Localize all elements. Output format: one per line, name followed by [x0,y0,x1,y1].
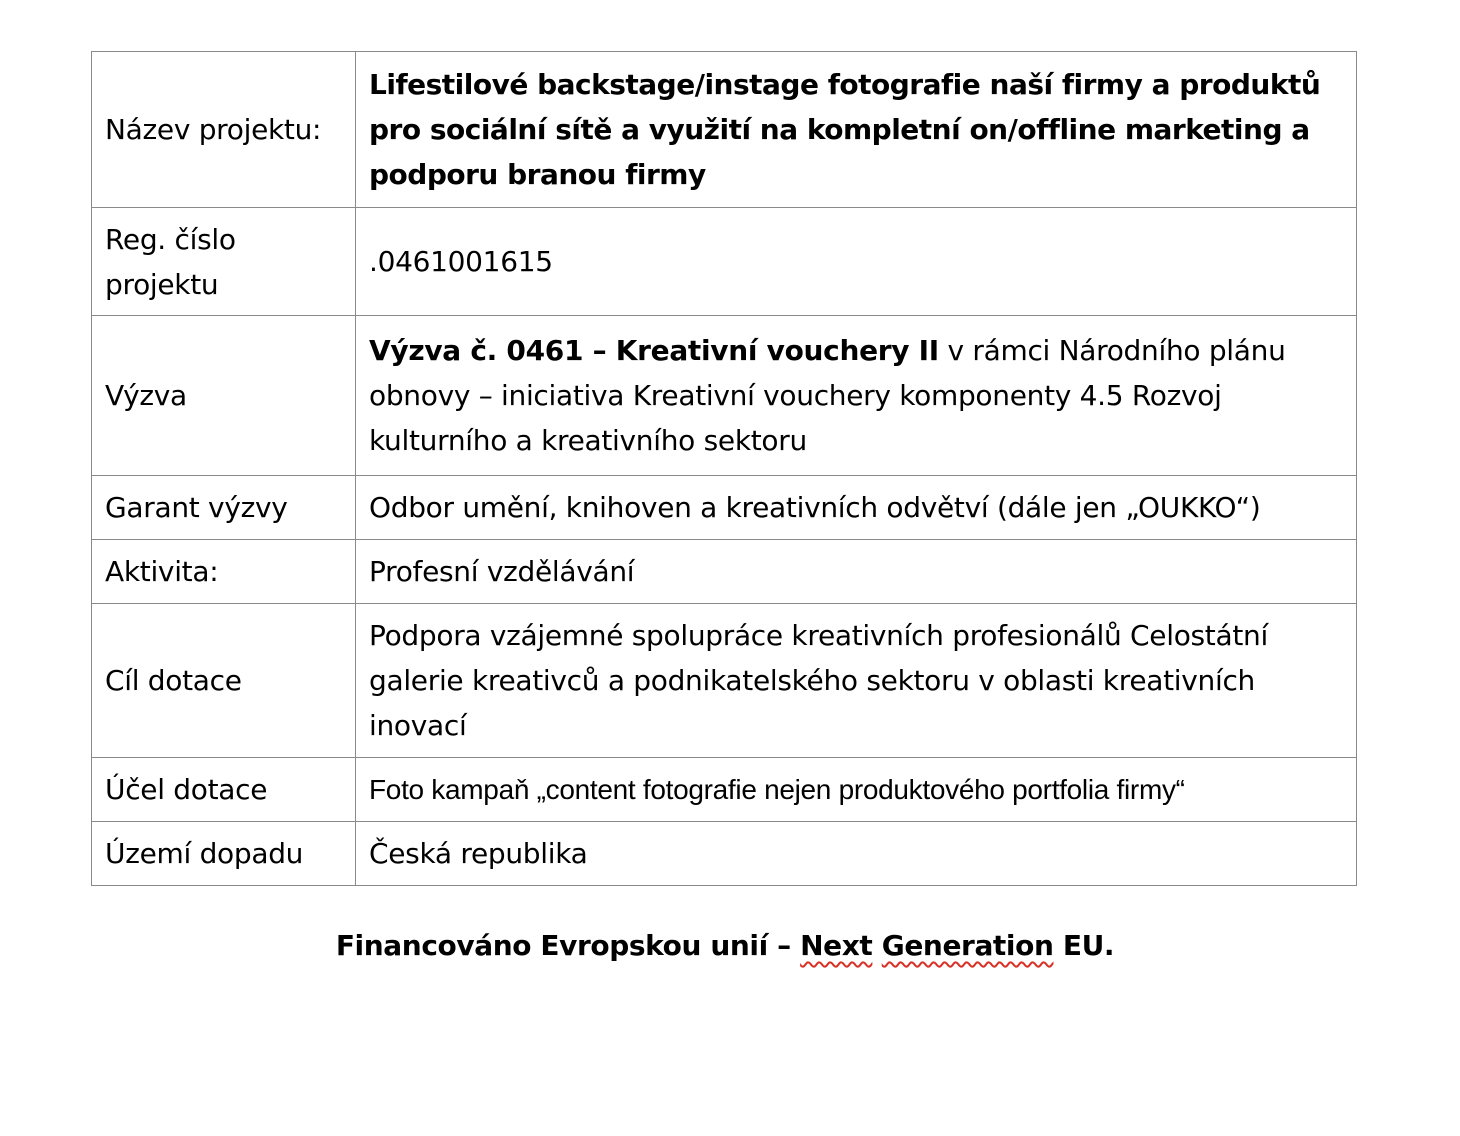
funding-statement [0,920,1450,972]
registration-number-value: .0461001615 [356,208,1357,316]
project-name-value: Lifestilové backstage/instage fotografie naší firmy a produktů pro sociální sítě a využití na kompletní on/offline marketing a podporu branou firmy [356,52,1357,208]
funding-suffix: EU. [1053,929,1115,962]
subsidy-purpose-value: Foto kampaň „content fotografie nejen produktového portfolia firmy“ [356,758,1357,822]
project-name-label: Název projektu: [92,52,356,208]
activity-label: Aktivita: [92,540,356,604]
call-guarantor-label: Garant výzvy [92,476,356,540]
registration-number-label: Reg. číslo projektu [92,208,356,316]
table-row-subsidy-purpose [92,758,1357,822]
table-row-activity [92,540,1357,604]
subsidy-goal-label: Cíl dotace [92,604,356,758]
funding-generation: Generation [881,929,1054,962]
table-row-impact-territory [92,822,1357,886]
subsidy-purpose-label: Účel dotace [92,758,356,822]
table-row-registration-number [92,208,1357,316]
call-value-bold: Výzva č. 0461 – Kreativní vouchery II [369,334,939,367]
call-guarantor-value: Odbor umění, knihoven a kreativních odvětví (dále jen „OUKKO“) [356,476,1357,540]
funding-next: Next [800,929,873,962]
subsidy-goal-value: Podpora vzájemné spolupráce kreativních profesionálů Celostátní galerie kreativců a podnikatelského sektoru v oblasti kreativních inovací [356,604,1357,758]
table-row-project-name [92,52,1357,208]
table-row-call-guarantor [92,476,1357,540]
call-value-rest: v rámci Národního plánu obnovy – iniciativa Kreativní vouchery komponenty 4.5 Rozvoj kulturního a kreativního sektoru [369,334,1286,457]
activity-value: Profesní vzdělávání [356,540,1357,604]
funding-prefix: Financováno Evropskou unií – [335,929,801,962]
impact-territory-value: Česká republika [356,822,1357,886]
project-info-table [91,51,1357,886]
impact-territory-label: Území dopadu [92,822,356,886]
table-row-subsidy-goal [92,604,1357,758]
call-value [356,316,1357,476]
call-label: Výzva [92,316,356,476]
funding-space [872,929,881,962]
table-row-call [92,316,1357,476]
